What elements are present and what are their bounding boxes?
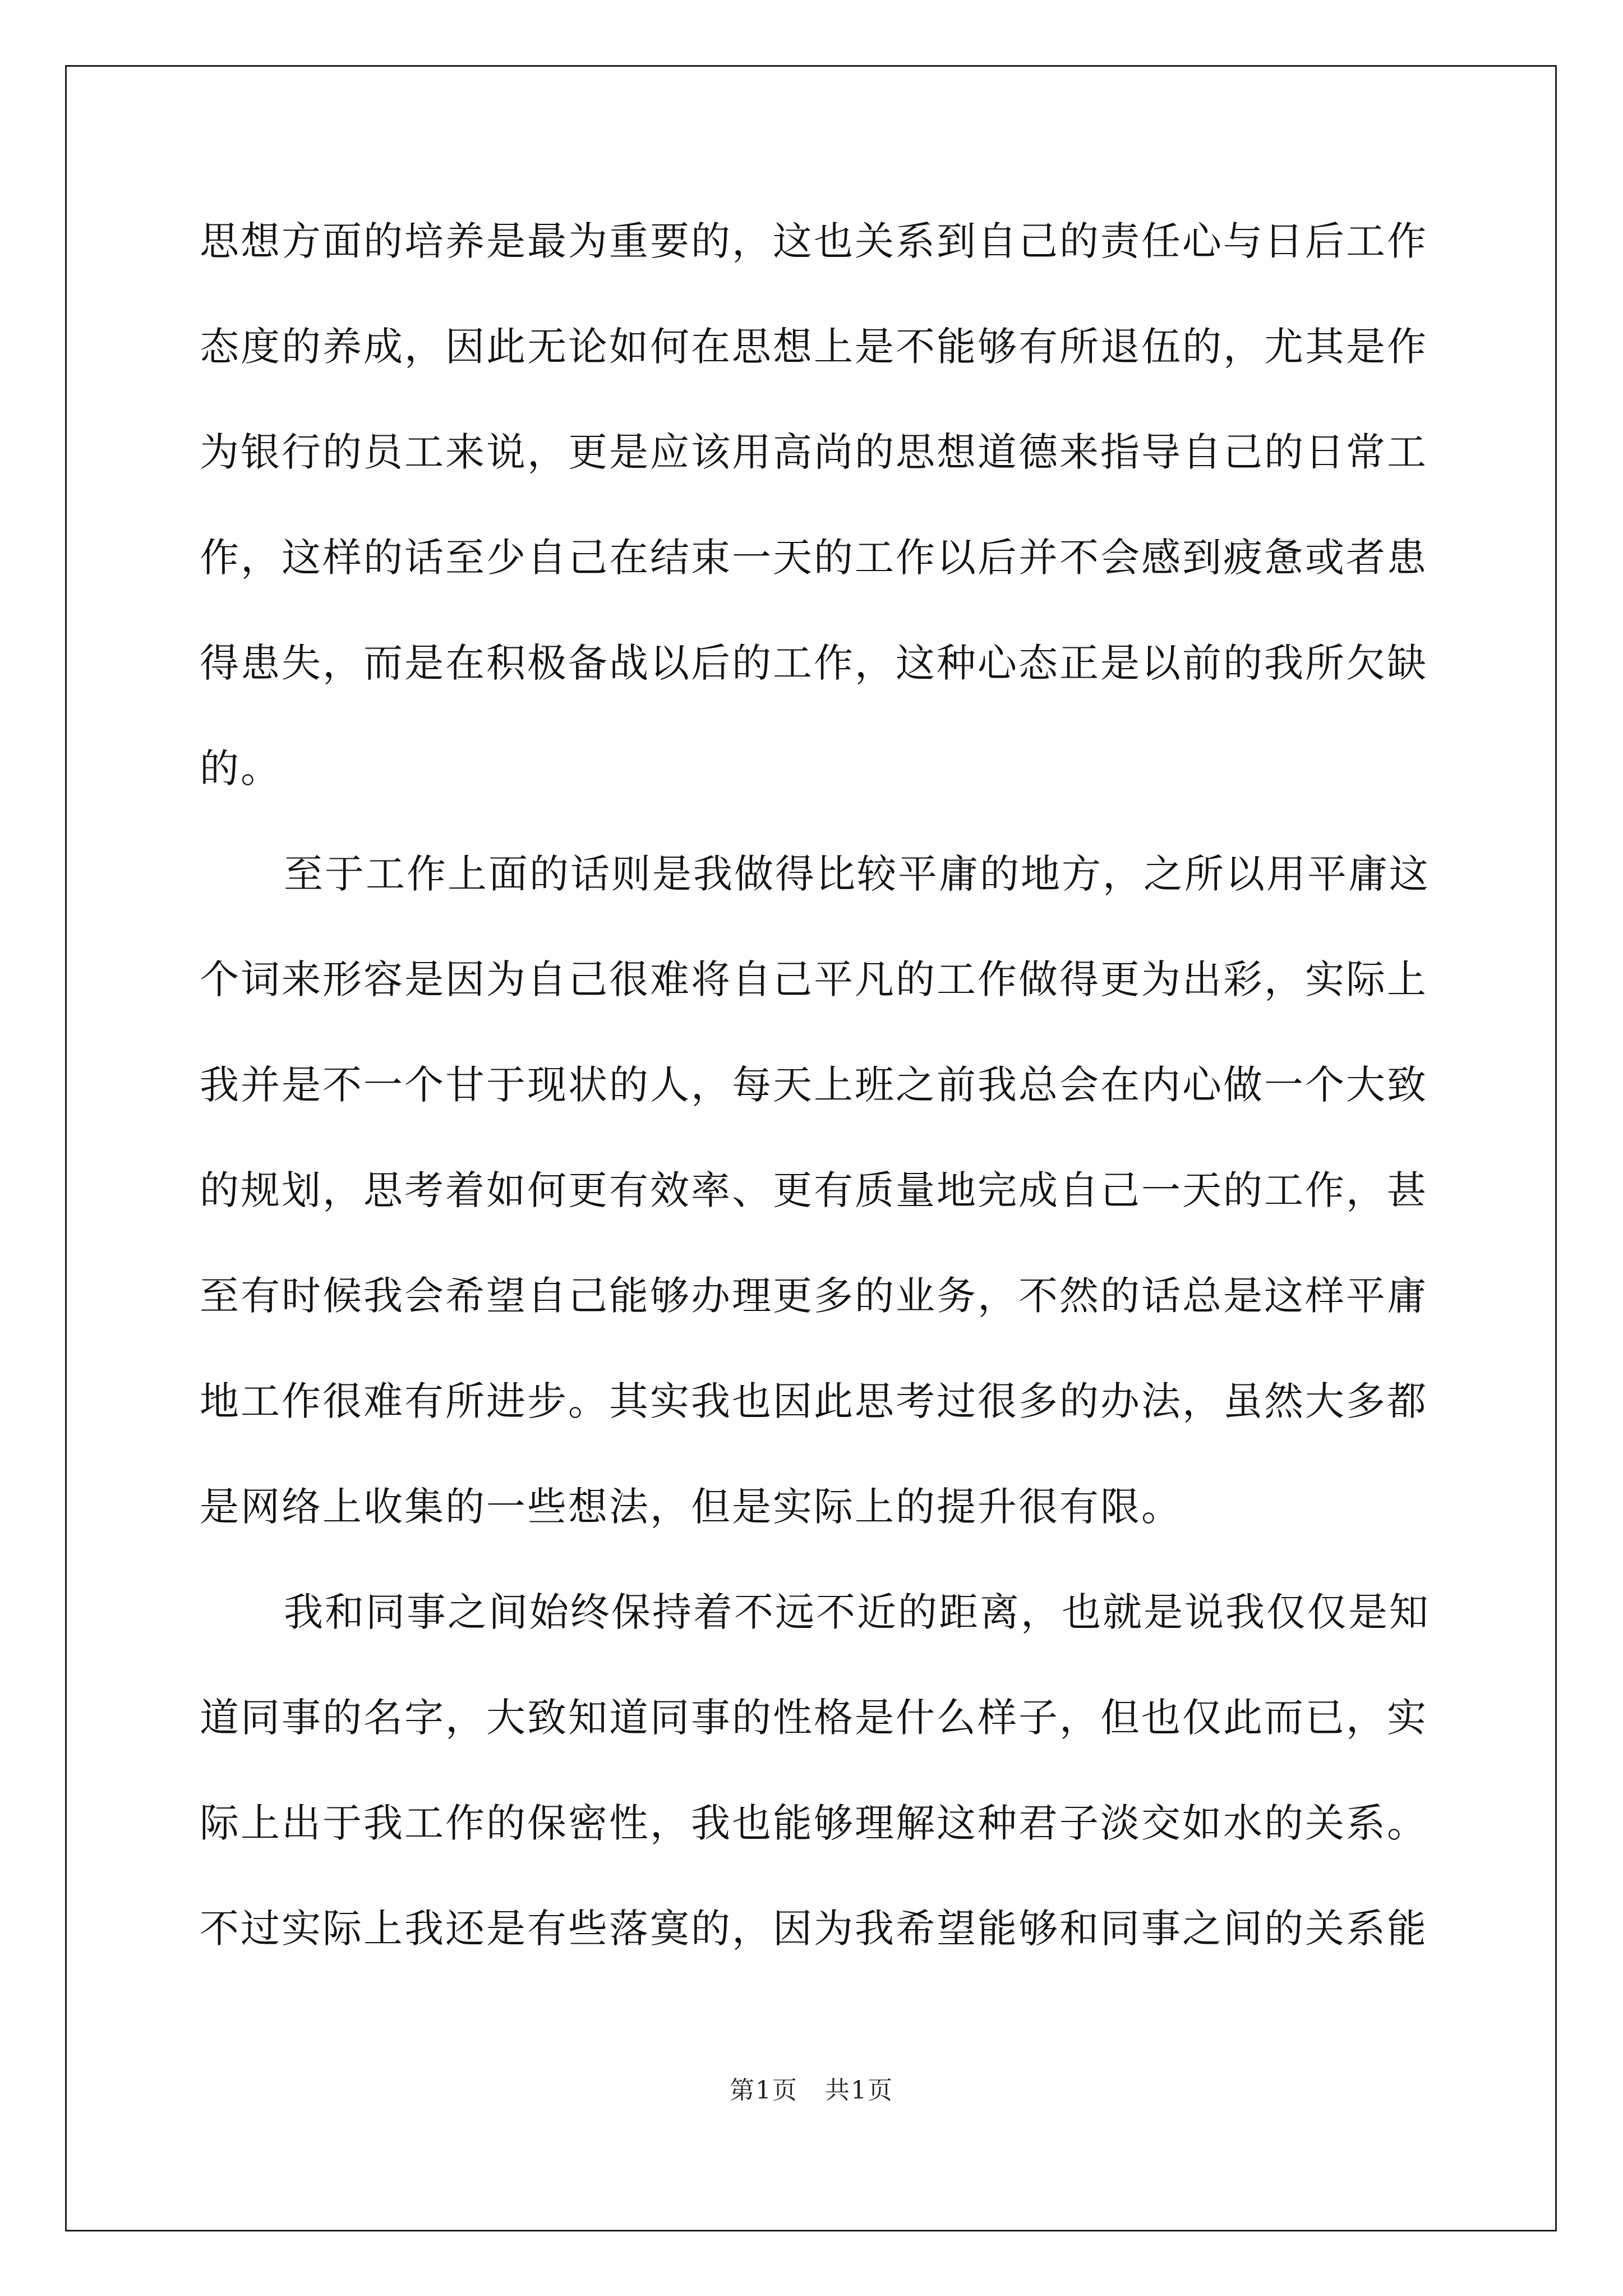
text-line: 为银行的员工来说，更是应该用高尚的思想道德来指导自己的日常工 xyxy=(200,429,1428,475)
text-line: 的。 xyxy=(200,746,282,792)
text-line: 我并是不一个甘于现状的人，每天上班之前我总会在内心做一个大致 xyxy=(200,1062,1428,1108)
text-line: 我和同事之间始终保持着不远不近的距离，也就是说我仅仅是知 xyxy=(284,1589,1430,1635)
text-line: 思想方面的培养是最为重要的，这也关系到自己的责任心与日后工作 xyxy=(200,218,1428,264)
text-line: 是网络上收集的一些想法，但是实际上的提升很有限。 xyxy=(200,1484,1182,1530)
text-line: 至于工作上面的话则是我做得比较平庸的地方，之所以用平庸这 xyxy=(284,851,1430,897)
text-line: 至有时候我会希望自己能够办理更多的业务，不然的话总是这样平庸 xyxy=(200,1273,1428,1319)
text-line: 作，这样的话至少自己在结束一天的工作以后并不会感到疲惫或者患 xyxy=(200,535,1428,581)
text-line: 态度的养成，因此无论如何在思想上是不能够有所退伍的，尤其是作 xyxy=(200,324,1428,370)
text-line: 的规划，思考着如何更有效率、更有质量地完成自己一天的工作，甚 xyxy=(200,1167,1428,1213)
text-line: 道同事的名字，大致知道同事的性格是什么样子，但也仅此而已，实 xyxy=(200,1695,1428,1741)
text-line: 得患失，而是在积极备战以后的工作，这种心态正是以前的我所欠缺 xyxy=(200,640,1428,686)
text-line: 地工作很难有所进步。其实我也因此思考过很多的办法，虽然大多都 xyxy=(200,1378,1428,1424)
page-footer: 第1页 共1页 xyxy=(730,2076,893,2105)
document-body xyxy=(200,208,1428,2000)
text-line: 个词来形容是因为自己很难将自己平凡的工作做得更为出彩，实际上 xyxy=(200,956,1428,1002)
text-line: 不过实际上我还是有些落寞的，因为我希望能够和同事之间的关系能 xyxy=(200,1906,1428,1952)
text-line: 际上出于我工作的保密性，我也能够理解这种君子淡交如水的关系。 xyxy=(200,1800,1428,1846)
